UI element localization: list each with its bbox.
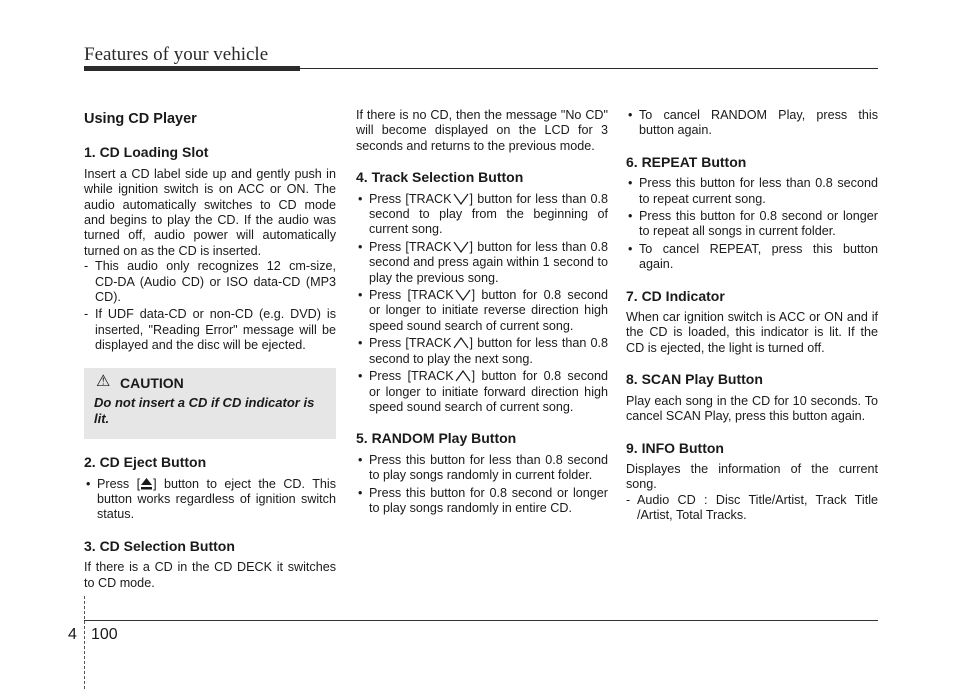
info-paragraph: Displayes the information of the current song. [626, 461, 878, 492]
track-item-4-text: ] button for less than 0.8 second to play the next song. [369, 336, 608, 366]
track-item-1-text: ] button for less than 0.8 second to play from the beginning of current song. [369, 191, 608, 237]
track-label: Press [TRACK [369, 288, 454, 303]
footer-divider [84, 596, 86, 689]
heading-cd-indicator: 7. CD Indicator [626, 287, 725, 304]
track-label: Press [TRACK [369, 369, 454, 384]
caution-text: Do not insert a CD if CD indicator is lit. [94, 395, 315, 427]
heading-random-play: 5. RANDOM Play Button [356, 430, 517, 447]
repeat-list [626, 176, 878, 272]
heading-track-selection: 4. Track Selection Button [356, 169, 524, 186]
repeat-item-3: • To cancel REPEAT, press this button again. [626, 242, 878, 273]
section-title: Using CD Player [84, 111, 197, 127]
chapter-number: 4 [68, 626, 77, 643]
track-item-2 [356, 240, 608, 286]
track-item-5 [356, 369, 608, 415]
track-item-3-text: ] button for 0.8 second or longer to initiate reverse direction high speed sound search of current song. [369, 288, 609, 333]
random-item-3: • To cancel RANDOM Play, press this button again. [626, 108, 878, 139]
track-item-3 [356, 288, 608, 334]
repeat-item-1: • Press this button for less than 0.8 second to repeat current song. [626, 176, 878, 207]
repeat-item-2: • Press this button for 0.8 second or longer to repeat all songs in current folder. [626, 209, 878, 240]
header-bar [84, 66, 300, 71]
info-list [626, 493, 878, 524]
header-rule [300, 68, 878, 69]
cd-eject-list [84, 477, 336, 523]
footer-rule [84, 620, 878, 621]
eject-pre: Press [ [97, 476, 141, 491]
chevron-down-icon [455, 289, 471, 301]
column-1 [84, 108, 336, 591]
random-item-1: • Press this button for less than 0.8 second to play songs randomly in current folder. [356, 453, 608, 484]
caution-title [96, 372, 326, 391]
eject-icon [141, 478, 152, 490]
chevron-down-icon [453, 241, 469, 253]
track-selection-list [356, 192, 608, 416]
track-item-1 [356, 192, 608, 238]
chevron-up-icon [453, 337, 469, 349]
cd-indicator-paragraph: When car ignition switch is ACC or ON and if the CD is loaded, this indicator is lit. If the CD is ejected, the light is turned off. [626, 310, 878, 355]
random-item-2: • Press this button for 0.8 second or longer to play songs randomly in entire CD. [356, 486, 608, 517]
column-3 [626, 108, 878, 526]
random-play-list [356, 453, 608, 517]
track-label: Press [TRACK [369, 336, 452, 351]
eject-post: ] button to eject the CD. This button works regardless of ignition switch status. [97, 476, 336, 522]
track-label: Press [TRACK [369, 191, 452, 206]
note-reading-error: - If UDF data-CD or non-CD (e.g. DVD) is inserted, "Reading Error" message will be displayed and the disc will be ejected. [84, 307, 336, 353]
track-label: Press [TRACK [369, 239, 452, 254]
cd-selection-continued: If there is no CD, then the message "No CD" will become displayed on the LCD for 3 seconds and returns to the previous mode. [356, 108, 608, 153]
track-item-4 [356, 336, 608, 367]
chevron-up-icon [455, 370, 471, 382]
track-item-5-text: ] button for 0.8 second or longer to initiate forward direction high speed sound search of current song. [369, 369, 609, 414]
cd-eject-item [84, 477, 336, 523]
warning-triangle-icon: ⚠ [96, 372, 111, 390]
page-header-title: Features of your vehicle [84, 44, 269, 65]
caution-label: CAUTION [120, 374, 184, 391]
heading-cd-eject: 2. CD Eject Button [84, 454, 207, 471]
cd-loading-paragraph: Insert a CD label side up and gently push in while ignition switch is on ACC or ON. The audio automatically switches to CD mode and begins to play the CD. If the audio was turned off, audio power will automatically turned on as the CD is inserted. [84, 166, 336, 258]
random-play-list-continued [626, 108, 878, 139]
cd-loading-notes [84, 259, 336, 353]
heading-info: 9. INFO Button [626, 439, 724, 456]
chevron-down-icon [453, 193, 469, 205]
heading-cd-selection: 3. CD Selection Button [84, 537, 235, 554]
track-item-2-text: ] button for less than 0.8 second and press again within 1 second to play the previous song. [369, 239, 608, 285]
caution-box [84, 368, 336, 439]
column-2 [356, 108, 608, 518]
note-disc-size: - This audio only recognizes 12 cm-size, CD-DA (Audio CD) or ISO data-CD (MP3 CD). [84, 259, 336, 305]
heading-repeat: 6. REPEAT Button [626, 153, 747, 170]
heading-scan-play: 8. SCAN Play Button [626, 371, 763, 388]
scan-play-paragraph: Play each song in the CD for 10 seconds. To cancel SCAN Play, press this button again. [626, 393, 878, 424]
info-audio-cd: - Audio CD : Disc Title/Artist, Track Title /Artist, Total Tracks. [626, 493, 878, 524]
page-number: 100 [91, 626, 118, 643]
cd-selection-paragraph: If there is a CD in the CD DECK it switches to CD mode. [84, 560, 336, 590]
heading-cd-loading-slot: 1. CD Loading Slot [84, 144, 209, 161]
